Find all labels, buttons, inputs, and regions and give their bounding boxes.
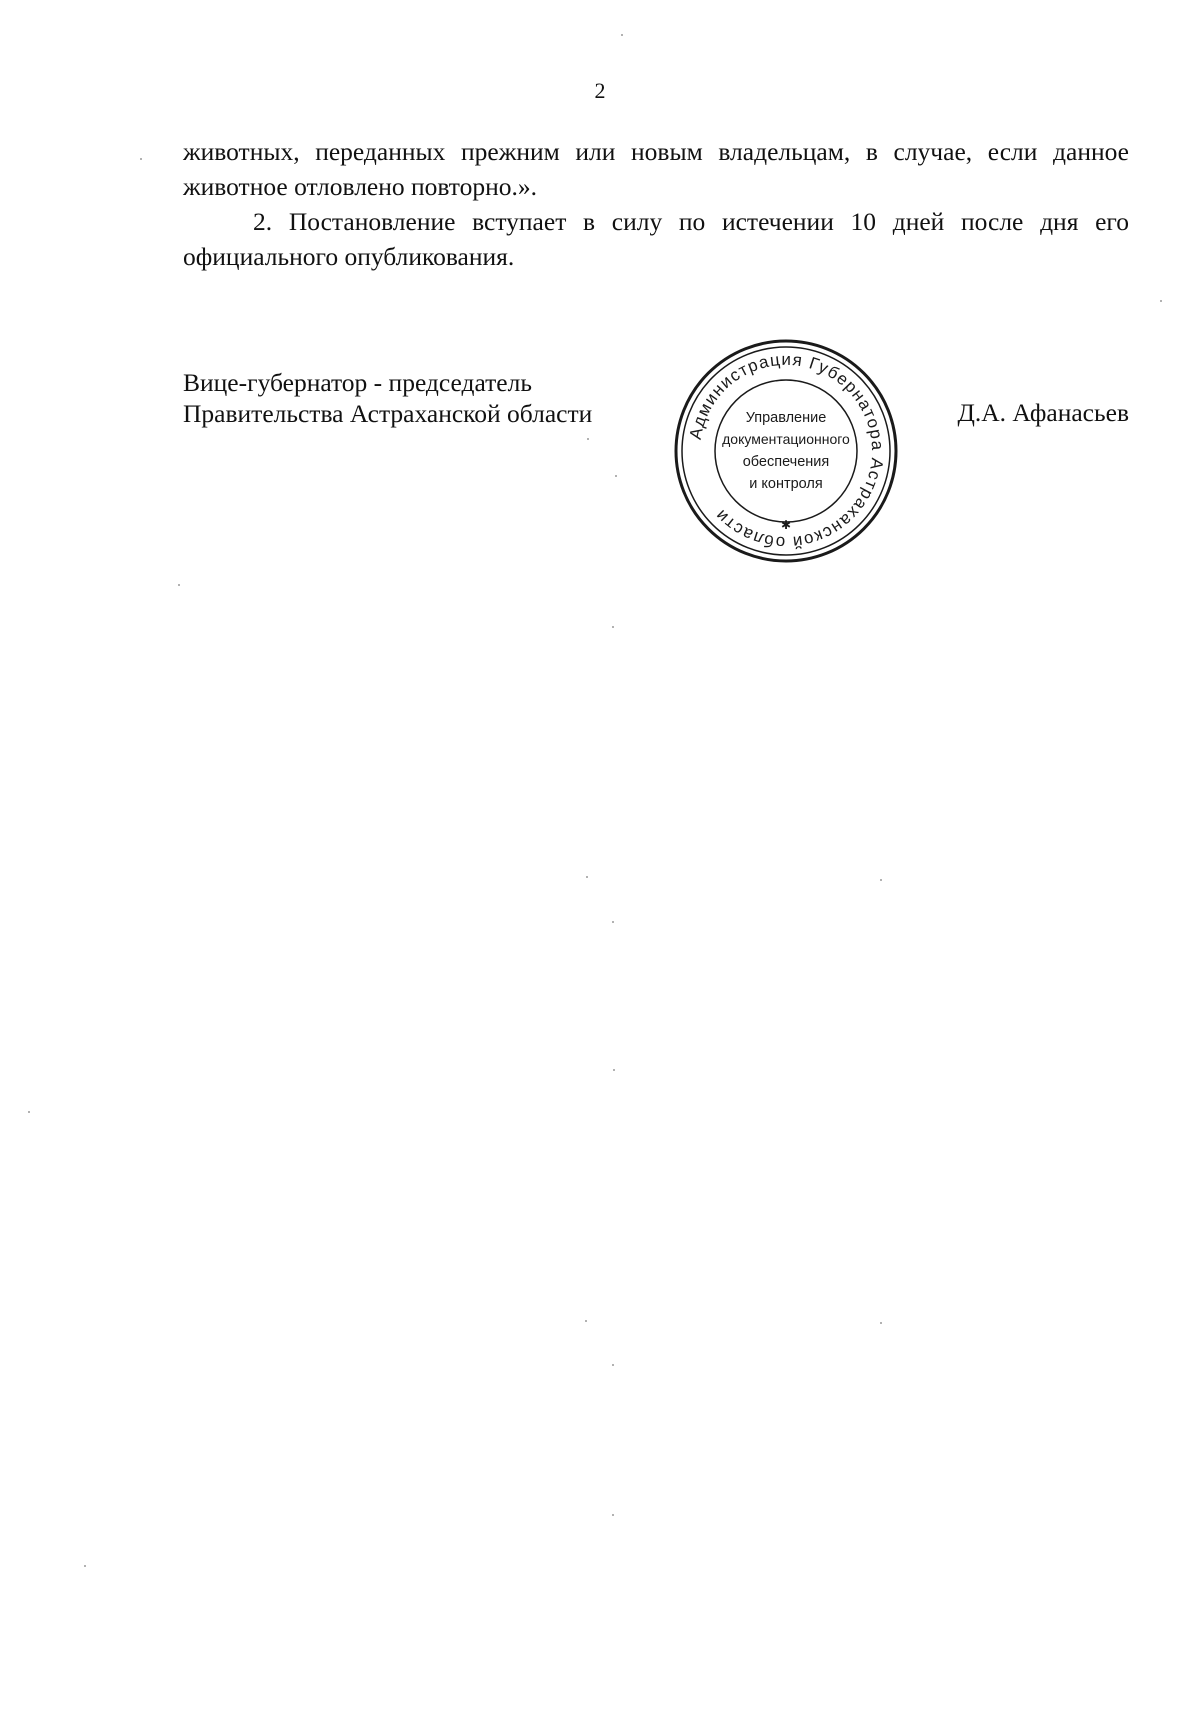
seal-inner-line-2: документационного (722, 431, 850, 447)
scan-speck (84, 1565, 86, 1567)
seal-inner-line-3: обеспечения (742, 454, 830, 470)
scan-speck (880, 1322, 882, 1324)
body-text (183, 134, 1129, 274)
scan-speck (586, 876, 588, 878)
scan-speck (621, 34, 623, 36)
scan-speck (178, 584, 180, 586)
scan-speck (585, 1320, 587, 1322)
scan-speck (28, 1111, 30, 1113)
scan-speck (1160, 300, 1162, 302)
seal-inner-line-1: Управление (745, 410, 827, 426)
seal-inner-line-4: и контроля (749, 476, 823, 492)
signatory-position (183, 367, 592, 429)
seal-inner-ring (715, 380, 857, 522)
scan-speck (587, 438, 589, 440)
scan-speck (612, 1514, 614, 1516)
official-seal-stamp (671, 336, 901, 566)
scan-speck (615, 475, 617, 477)
scan-speck (880, 879, 882, 881)
scan-speck (613, 1069, 615, 1071)
seal-outer-text: Администрация Губернатора Астраханской области (685, 349, 888, 553)
scan-speck (612, 1364, 614, 1366)
signatory-name: Д.А. Афанасьев (957, 398, 1129, 427)
page-number: 2 (594, 78, 606, 103)
seal-star-icon: ✱ (780, 518, 792, 532)
scan-speck (140, 158, 142, 160)
paragraph-continuation: животных, переданных прежним или новым владельцам, в случае, если данное животное отловлено повторно.». (183, 137, 1129, 201)
paragraph-effective-date: 2. Постановление вступает в силу по истечении 10 дней после дня его официального опубликования. (183, 207, 1129, 271)
signatory-position-line-2: Правительства Астраханской области (183, 399, 593, 428)
scan-speck (612, 626, 614, 628)
scan-speck (612, 921, 614, 923)
signatory-position-line-1: Вице-губернатор - председатель (183, 368, 532, 397)
